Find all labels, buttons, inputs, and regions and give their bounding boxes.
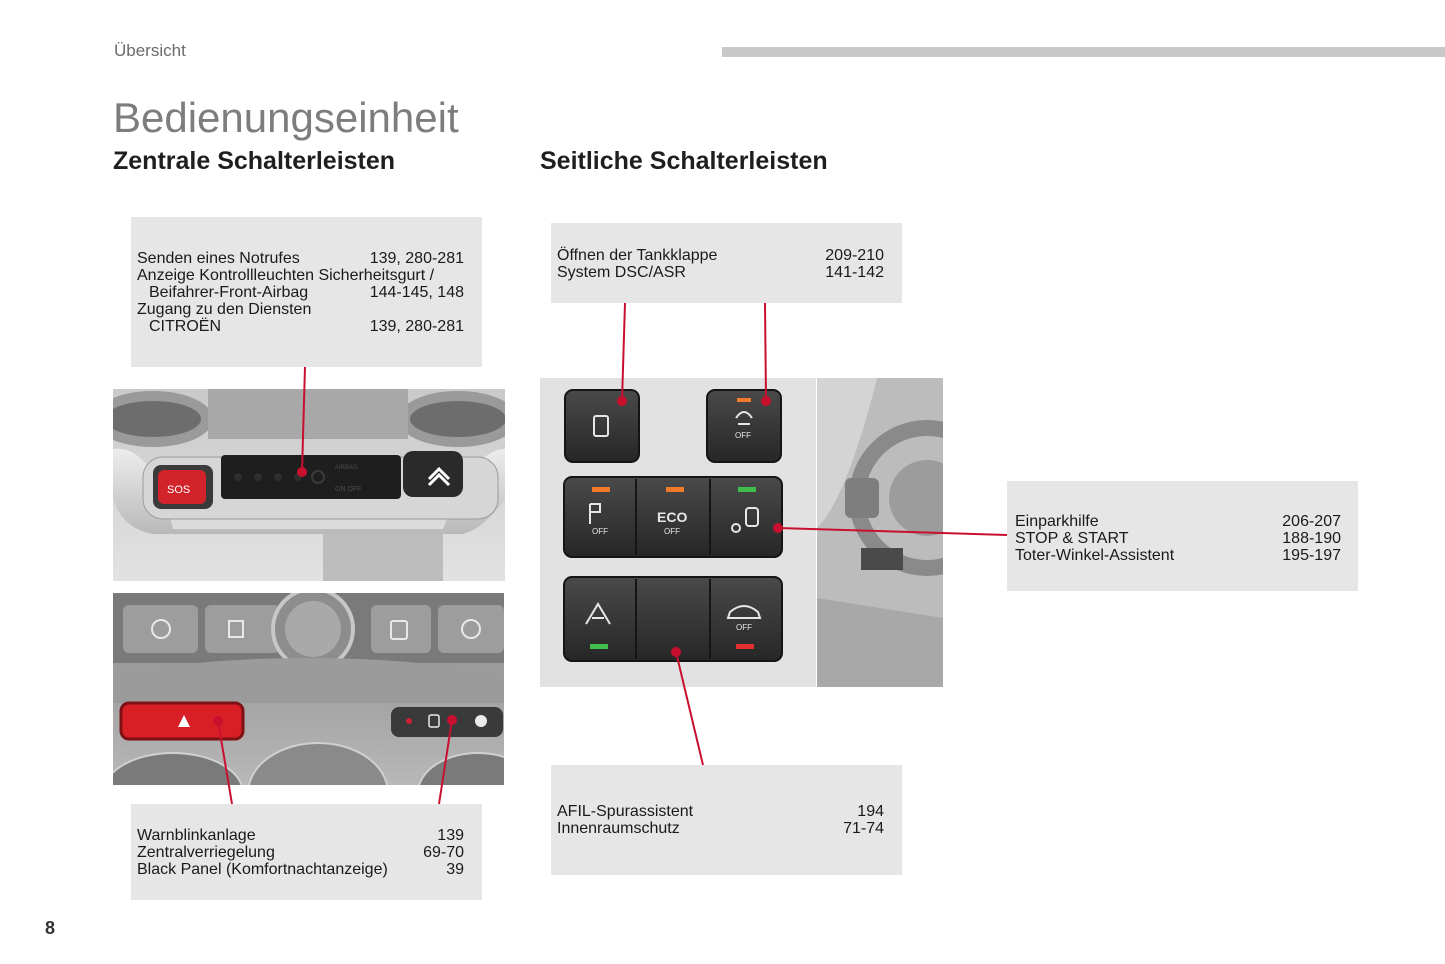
info-box-side-right	[1007, 481, 1358, 591]
ref-label: CITROËN	[149, 318, 221, 335]
ref-pages: 69-70	[423, 844, 464, 861]
ref-row	[1015, 530, 1341, 547]
ref-row	[137, 301, 464, 318]
photo-central-console	[113, 389, 505, 581]
photo-hazard-console	[113, 593, 504, 785]
ref-pages: 195-197	[1282, 547, 1341, 564]
ref-label: Öffnen der Tankklappe	[557, 247, 718, 264]
ref-row	[1015, 513, 1341, 530]
ref-pages: 39	[446, 861, 464, 878]
ref-pages: 206-207	[1282, 513, 1341, 530]
on-off-label: ON OFF	[335, 486, 362, 493]
alarm-off-label: OFF	[736, 623, 752, 632]
fuel-flap-button[interactable]	[565, 390, 639, 462]
ref-pages: 71-74	[843, 820, 884, 837]
ref-row	[557, 803, 884, 820]
ref-row	[557, 264, 884, 281]
ref-row	[1015, 547, 1341, 564]
ref-row	[137, 267, 464, 284]
page-number: 8	[45, 918, 56, 938]
ref-pages: 139, 280-281	[369, 250, 464, 267]
ref-label: Warnblinkanlage	[137, 827, 256, 844]
info-box-central-top	[131, 217, 482, 367]
ref-pages: 139	[437, 827, 464, 844]
ref-label: Beifahrer-Front-Airbag	[149, 284, 309, 301]
ref-label: Einparkhilfe	[1015, 513, 1099, 530]
ref-pages: 188-190	[1282, 530, 1341, 547]
ref-row	[137, 250, 464, 267]
right-section-heading: Seitliche Schalterleisten	[540, 147, 828, 175]
page-title: Bedienungseinheit	[113, 94, 459, 141]
dsc-off-label: OFF	[735, 431, 751, 440]
ref-pages: 141-142	[825, 264, 884, 281]
ref-label: Innenraumschutz	[557, 820, 680, 837]
ref-row	[557, 247, 884, 264]
sos-label: SOS	[167, 484, 191, 496]
ref-row	[137, 318, 464, 335]
eco-label: ECO	[657, 509, 688, 525]
ref-row	[137, 284, 464, 301]
ref-pages: 144-145, 148	[369, 284, 464, 301]
ref-pages: 209-210	[825, 247, 884, 264]
ref-pages: 139, 280-281	[369, 318, 464, 335]
left-section-heading: Zentrale Schalterleisten	[113, 147, 396, 175]
eco-off-label: OFF	[664, 527, 680, 536]
photo-side-switches	[540, 378, 816, 687]
ref-label: System DSC/ASR	[557, 264, 686, 281]
ref-pages: 194	[857, 803, 884, 820]
header-rule	[722, 47, 1445, 57]
ref-label: Zentralverriegelung	[137, 844, 275, 861]
airbag-label: AIRBAG	[335, 465, 358, 471]
ref-label: AFIL-Spurassistent	[557, 803, 694, 820]
ref-label: Senden eines Notrufes	[137, 250, 300, 267]
park-off-label: OFF	[592, 527, 608, 536]
ref-row	[137, 861, 464, 878]
info-box-central-bottom	[131, 804, 482, 900]
ref-label: Toter-Winkel-Assistent	[1015, 547, 1175, 564]
photo-cockpit-location	[817, 378, 943, 687]
black-panel-button[interactable]	[475, 715, 487, 727]
info-box-side-top	[551, 223, 902, 303]
section-label: Übersicht	[114, 41, 186, 60]
ref-row	[137, 827, 464, 844]
ref-label: Anzeige Kontrollleuchten Sicherheitsgurt /	[137, 267, 435, 284]
ref-row	[137, 844, 464, 861]
ref-row	[557, 820, 884, 837]
info-box-side-bottom	[551, 765, 902, 875]
ref-label: Zugang zu den Diensten	[137, 301, 312, 318]
ref-label: STOP & START	[1015, 530, 1129, 547]
ref-label: Black Panel (Komfortnachtanzeige)	[137, 861, 388, 878]
